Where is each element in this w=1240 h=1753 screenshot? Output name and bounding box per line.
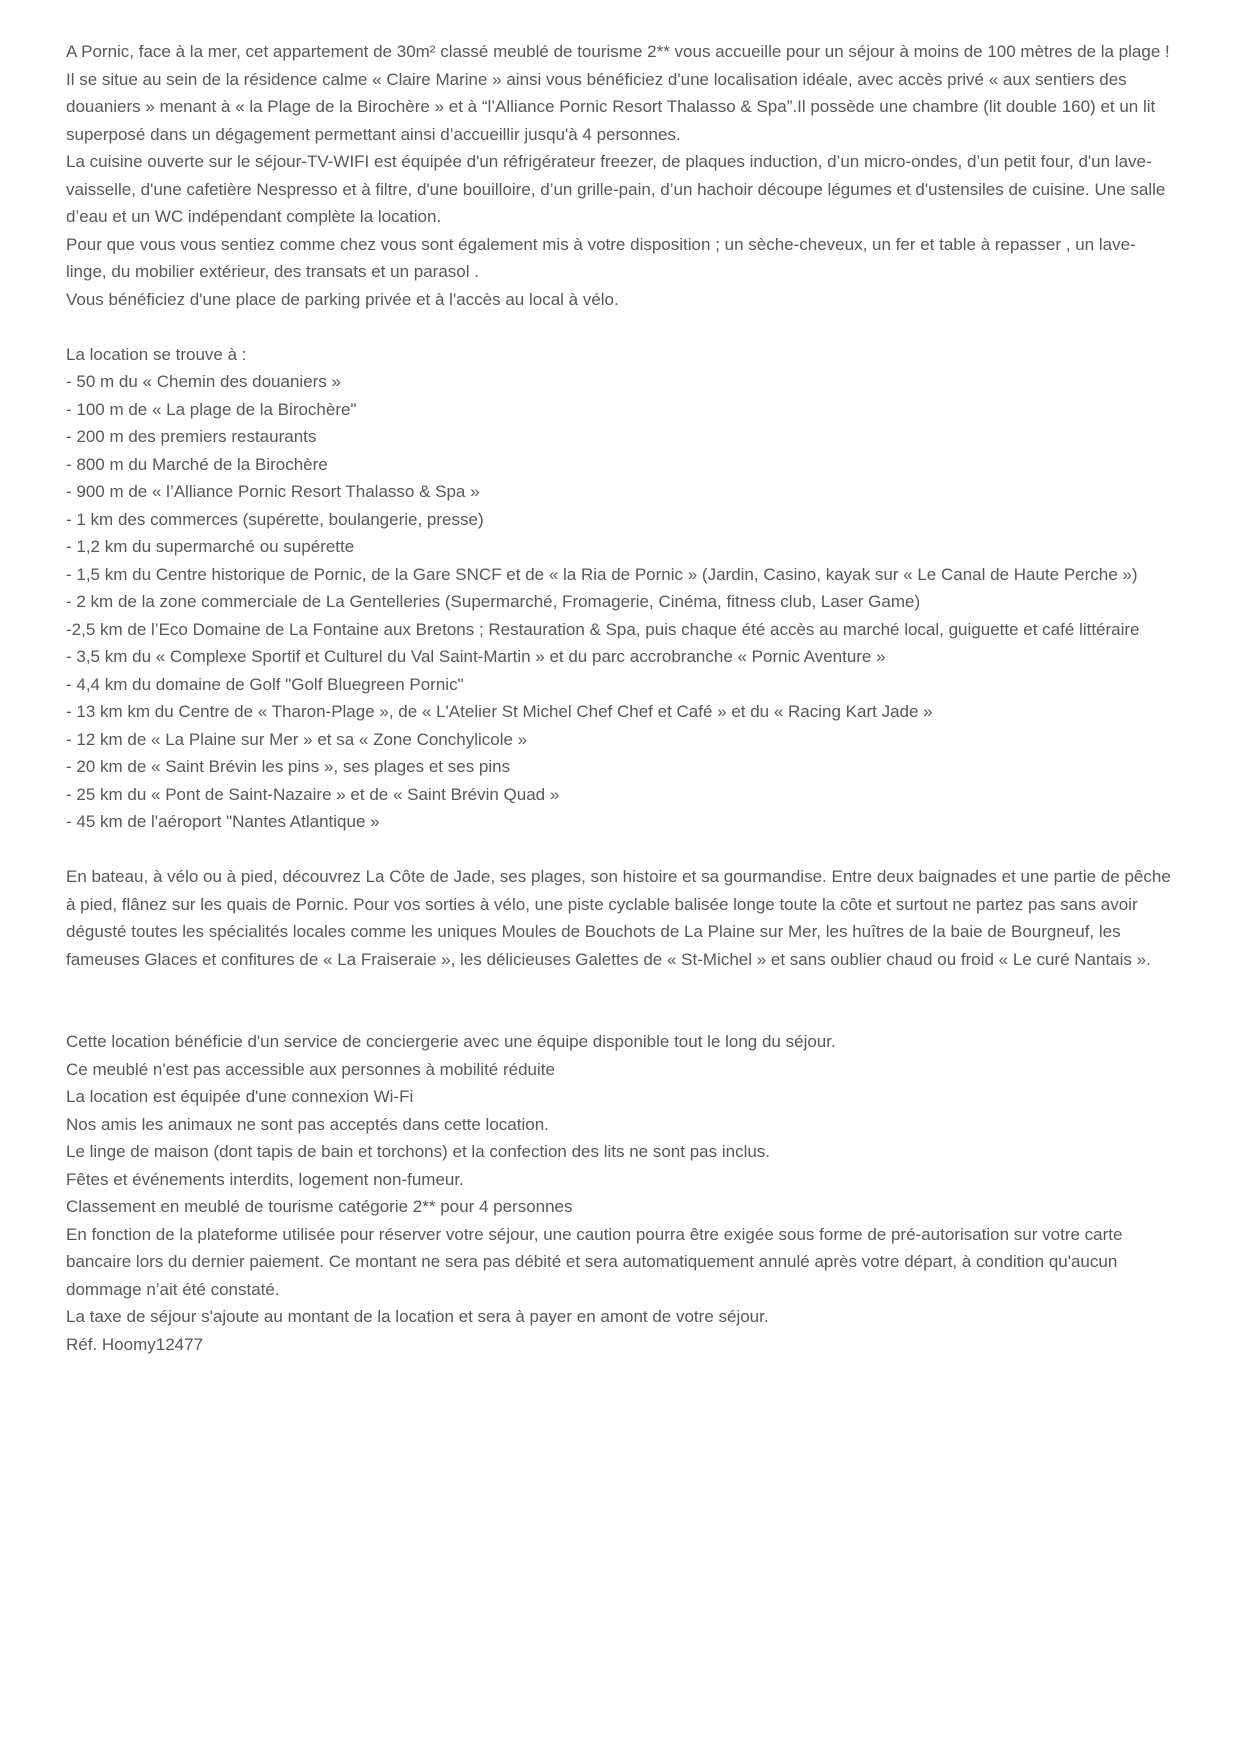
distance-line: - 900 m de « l’Alliance Pornic Resort Thalasso & Spa »: [66, 482, 480, 501]
distance-line: -2,5 km de l’Eco Domaine de La Fontaine aux Bretons ; Restauration & Spa, puis chaque été accès au marché local, guiguette et café littéraire: [66, 619, 1140, 639]
conditions-line-pets: Nos amis les animaux ne sont pas acceptés dans cette location.: [66, 1114, 549, 1134]
distance-line: - 50 m du « Chemin des douaniers »: [66, 372, 341, 391]
distance-line: - 200 m des premiers restaurants: [66, 427, 317, 446]
distance-line: - 20 km de « Saint Brévin les pins », ses plages et ses pins: [66, 757, 511, 776]
reference-number: Réf. Hoomy12477: [66, 1334, 204, 1354]
discover-paragraph: En bateau, à vélo ou à pied, découvrez La Côte de Jade, ses plages, son histoire et sa gourmandise. Entre deux baignades et une partie de pêche à pied, flânez sur les quais de Pornic. Pour vos sorties à vélo, une piste cyclable balisée longe toute la côte et surtout ne partez pas sans avoir dégusté toutes les spécialités locales comme les uniques Moules de Bouchots de La Plaine sur Mer, les huîtres de la baie de Bourgneuf, les fameuses Glaces et confitures de « La Fraiseraie », les délicieuses Galettes de « St-Michel » et sans oublier chaud ou froid « Le curé Nantais ».: [66, 867, 1171, 969]
conditions-line-deposit: En fonction de la plateforme utilisée pour réserver votre séjour, une caution pourra être exigée sous forme de pré-autorisation sur votre carte bancaire lors du dernier paiement. Ce montant ne sera pas débité et sera automatiquement annulé après votre départ, à condition qu'aucun dommage n’ait été constaté.: [66, 1224, 1123, 1299]
conditions-line-no-smoking: Fêtes et événements interdits, logement non-fumeur.: [66, 1169, 464, 1189]
conditions-line-wifi: La location est équipée d'une connexion Wi-Fi: [66, 1087, 414, 1106]
conditions-line-classification: Classement en meublé de tourisme catégorie 2** pour 4 personnes: [66, 1197, 573, 1216]
distance-line: - 25 km du « Pont de Saint-Nazaire » et de « Saint Brévin Quad »: [66, 784, 560, 804]
blank-line: [66, 1001, 1174, 1029]
distance-line: - 12 km de « La Plaine sur Mer » et sa « Zone Conchylicole »: [66, 729, 528, 749]
intro-paragraph-overview: A Pornic, face à la mer, cet appartement de 30m² classé meublé de tourisme 2** vous accueille pour un séjour à moins de 100 mètres de la plage ! Il se situe au sein de la résidence calme « Claire Marine » ainsi vous bénéficiez d'une localisation idéale, avec accès privé « aux sentiers des douaniers » menant à « la Plage de la Birochère » et à “l’Alliance Pornic Resort Thalasso & Spa”.Il possède une chambre (lit double 160) et un lit superposé dans un dégagement permettant ainsi d’accueillir jusqu'à 4 personnes.: [66, 42, 1170, 144]
distance-line: - 4,4 km du domaine de Golf "Golf Bluegreen Pornic": [66, 674, 464, 694]
conditions-line-concierge: Cette location bénéficie d'un service de conciergerie avec une équipe disponible tout le long du séjour.: [66, 1032, 836, 1051]
distance-line: - 2 km de la zone commerciale de La Gentelleries (Supermarché, Fromagerie, Cinéma, fitness club, Laser Game): [66, 592, 921, 611]
distance-line: - 1,2 km du supermarché ou supérette: [66, 537, 355, 556]
blank-line: [66, 973, 1174, 1001]
distance-line: - 45 km de l'aéroport "Nantes Atlantique »: [66, 812, 380, 831]
intro-paragraph-amenities: Pour que vous vous sentiez comme chez vous sont également mis à votre disposition ; un sèche-cheveux, un fer et table à repasser , un lave-linge, du mobilier extérieur, des transats et un parasol .: [66, 234, 1136, 281]
distance-line: - 13 km km du Centre de « Tharon-Plage », de « L'Atelier St Michel Chef Chef et Café » et du « Racing Kart Jade »: [66, 702, 933, 721]
distance-line: - 1 km des commerces (supérette, boulangerie, presse): [66, 509, 484, 529]
distance-line: - 3,5 km du « Complexe Sportif et Culturel du Val Saint-Martin » et du parc accrobranche « Pornic Aventure »: [66, 647, 886, 666]
blank-line: [66, 313, 1174, 341]
blank-line: [66, 836, 1174, 864]
intro-paragraph-parking: Vous bénéficiez d'une place de parking privée et à l'accès au local à vélo.: [66, 289, 619, 309]
distance-line: - 100 m de « La plage de la Birochère": [66, 399, 357, 419]
distance-line: - 800 m du Marché de la Birochère: [66, 454, 328, 474]
distance-line: - 1,5 km du Centre historique de Pornic, de la Gare SNCF et de « la Ria de Pornic » (Jardin, Casino, kayak sur « Le Canal de Haute Perche »): [66, 564, 1138, 584]
location-list-heading: La location se trouve à :: [66, 344, 247, 364]
conditions-line-accessibility: Ce meublé n'est pas accessible aux personnes à mobilité réduite: [66, 1059, 555, 1079]
intro-paragraph-kitchen: La cuisine ouverte sur le séjour-TV-WIFI est équipée d'un réfrigérateur freezer, de plaques induction, d’un micro-ondes, d’un petit four, d'un lave-vaisselle, d'une cafetière Nespresso et à filtre, d'une bouilloire, d’un grille-pain, d’un hachoir découpe légumes et d'ustensiles de cuisine. Une salle d’eau et un WC indépendant complète la location.: [66, 152, 1166, 226]
conditions-line-linen: Le linge de maison (dont tapis de bain et torchons) et la confection des lits ne sont pas inclus.: [66, 1142, 771, 1161]
conditions-line-tax: La taxe de séjour s'ajoute au montant de la location et sera à payer en amont de votre séjour.: [66, 1307, 769, 1326]
